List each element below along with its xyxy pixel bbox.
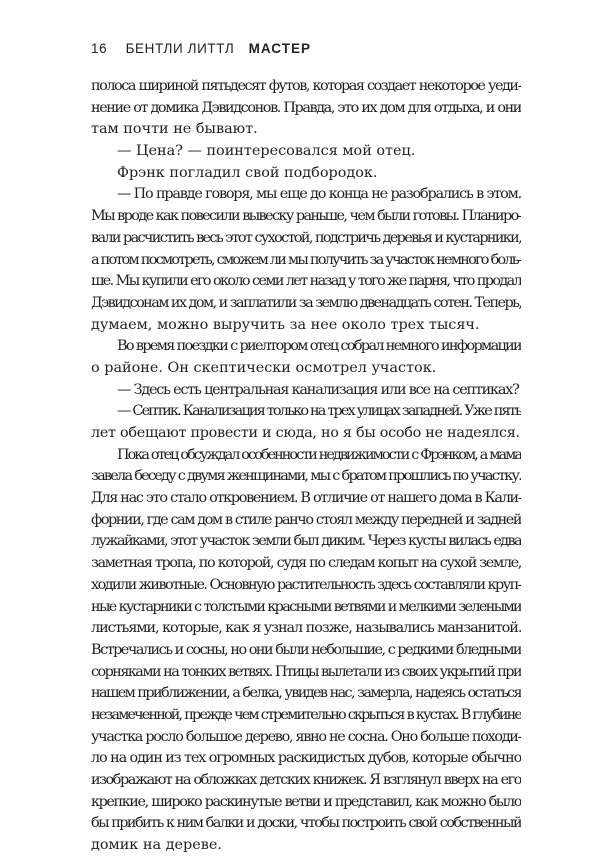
text-line: участка росло большое дерево, явно не сосна. Оно больше походи- bbox=[91, 728, 521, 745]
text-line: бы прибить к ним балки и доски, чтобы построить свой собственный bbox=[91, 815, 521, 832]
text-line: завела беседу с двумя женщинами, мы с братом прошлись по участку. bbox=[91, 468, 521, 485]
text-line: полоса шириной пятьдесят футов, которая создает некоторое уеди- bbox=[91, 78, 521, 94]
text-line: Встречались и сосны, но они были небольшие, с редкими бледными bbox=[91, 641, 521, 658]
text-line: заметная тропа, по которой, судя по следам копыт на сухой земле, bbox=[91, 555, 521, 572]
text-line: сорняками на тонких ветвях. Птицы вылетали из своих укрытий при bbox=[91, 663, 521, 680]
text-line: — Септик. Канализация только на трех улицах западней. Уже пять bbox=[117, 403, 521, 420]
text-line: Пока отец обсуждал особенности недвижимости с Фрэнком, а мама bbox=[117, 446, 521, 463]
text-line: нение от домика Дэвидсонов. Правда, это их дом для отдыха, и они bbox=[91, 99, 521, 116]
text-line: листьями, которые, как я узнал позже, назывались манзанитой. bbox=[91, 620, 521, 637]
text-line: — Здесь есть центральная канализация или все на септиках? bbox=[117, 381, 519, 398]
text-line: Фрэнк погладил свой подбородок. bbox=[117, 164, 378, 181]
text-line: Во время поездки с риелтором отец собрал немного информации bbox=[117, 338, 521, 355]
text-line: Мы вроде как повесили вывеску раньше, чем были готовы. Планиро- bbox=[91, 208, 521, 225]
text-line: ло на один из тех огромных раскидистых дубов, которые обычно bbox=[91, 750, 521, 767]
text-line: нашем приближении, а белка, увидев нас, замерла, надеясь остаться bbox=[91, 685, 521, 702]
text-line: ходили животные. Основную растительность здесь составляли круп- bbox=[91, 576, 521, 593]
running-head-author: БЕНТЛИ ЛИТТЛ bbox=[125, 41, 235, 56]
text-line: лужайками, этот участок земли был диким. Через кусты вилась едва bbox=[91, 533, 521, 550]
text-line: Для нас это стало откровением. В отличие от нашего дома в Кали- bbox=[91, 490, 521, 507]
text-line: домик на дереве. bbox=[91, 837, 222, 854]
running-head-title: МАСТЕР bbox=[248, 41, 311, 56]
text-line: изображают на обложках детских книжек. Я взглянул вверх на его bbox=[91, 772, 521, 788]
text-line: форнии, где сам дом в стиле ранчо стоял между передней и задней bbox=[91, 511, 521, 528]
running-head bbox=[91, 41, 311, 56]
text-line: а потом посмотреть, сможем ли мы получить за участок немного боль- bbox=[91, 251, 521, 268]
body-text bbox=[91, 76, 521, 857]
text-line: ше. Мы купили его около семи лет назад у того же парня, что продал bbox=[91, 273, 521, 290]
text-line: незамеченной, прежде чем стремительно скрыться в кустах. В глубине bbox=[91, 706, 521, 723]
page-number: 16 bbox=[91, 41, 108, 56]
text-line: ные кустарники с толстыми красными ветвями и мелкими зелеными bbox=[91, 598, 521, 615]
text-line: думаем, можно выручить за нее около трех тысяч. bbox=[91, 316, 480, 333]
text-line: крепкие, широко раскинутые ветви и представил, как можно было bbox=[91, 793, 521, 810]
text-line: о районе. Он скептически осмотрел участок. bbox=[91, 359, 437, 376]
text-line: там почти не бывают. bbox=[91, 121, 258, 138]
text-line: — Цена? — поинтересовался мой отец. bbox=[117, 143, 416, 160]
text-line: — По правде говоря, мы еще до конца не разобрались в этом. bbox=[117, 186, 521, 203]
text-line: вали расчистить весь этот сухостой, подстричь деревья и кустарники, bbox=[91, 229, 521, 246]
text-line: Дэвидсонам их дом, и заплатили за землю двенадцать сотен. Теперь, bbox=[91, 294, 521, 311]
text-line: лет обещают провести и сюда, но я бы особо не надеялся. bbox=[91, 425, 520, 441]
